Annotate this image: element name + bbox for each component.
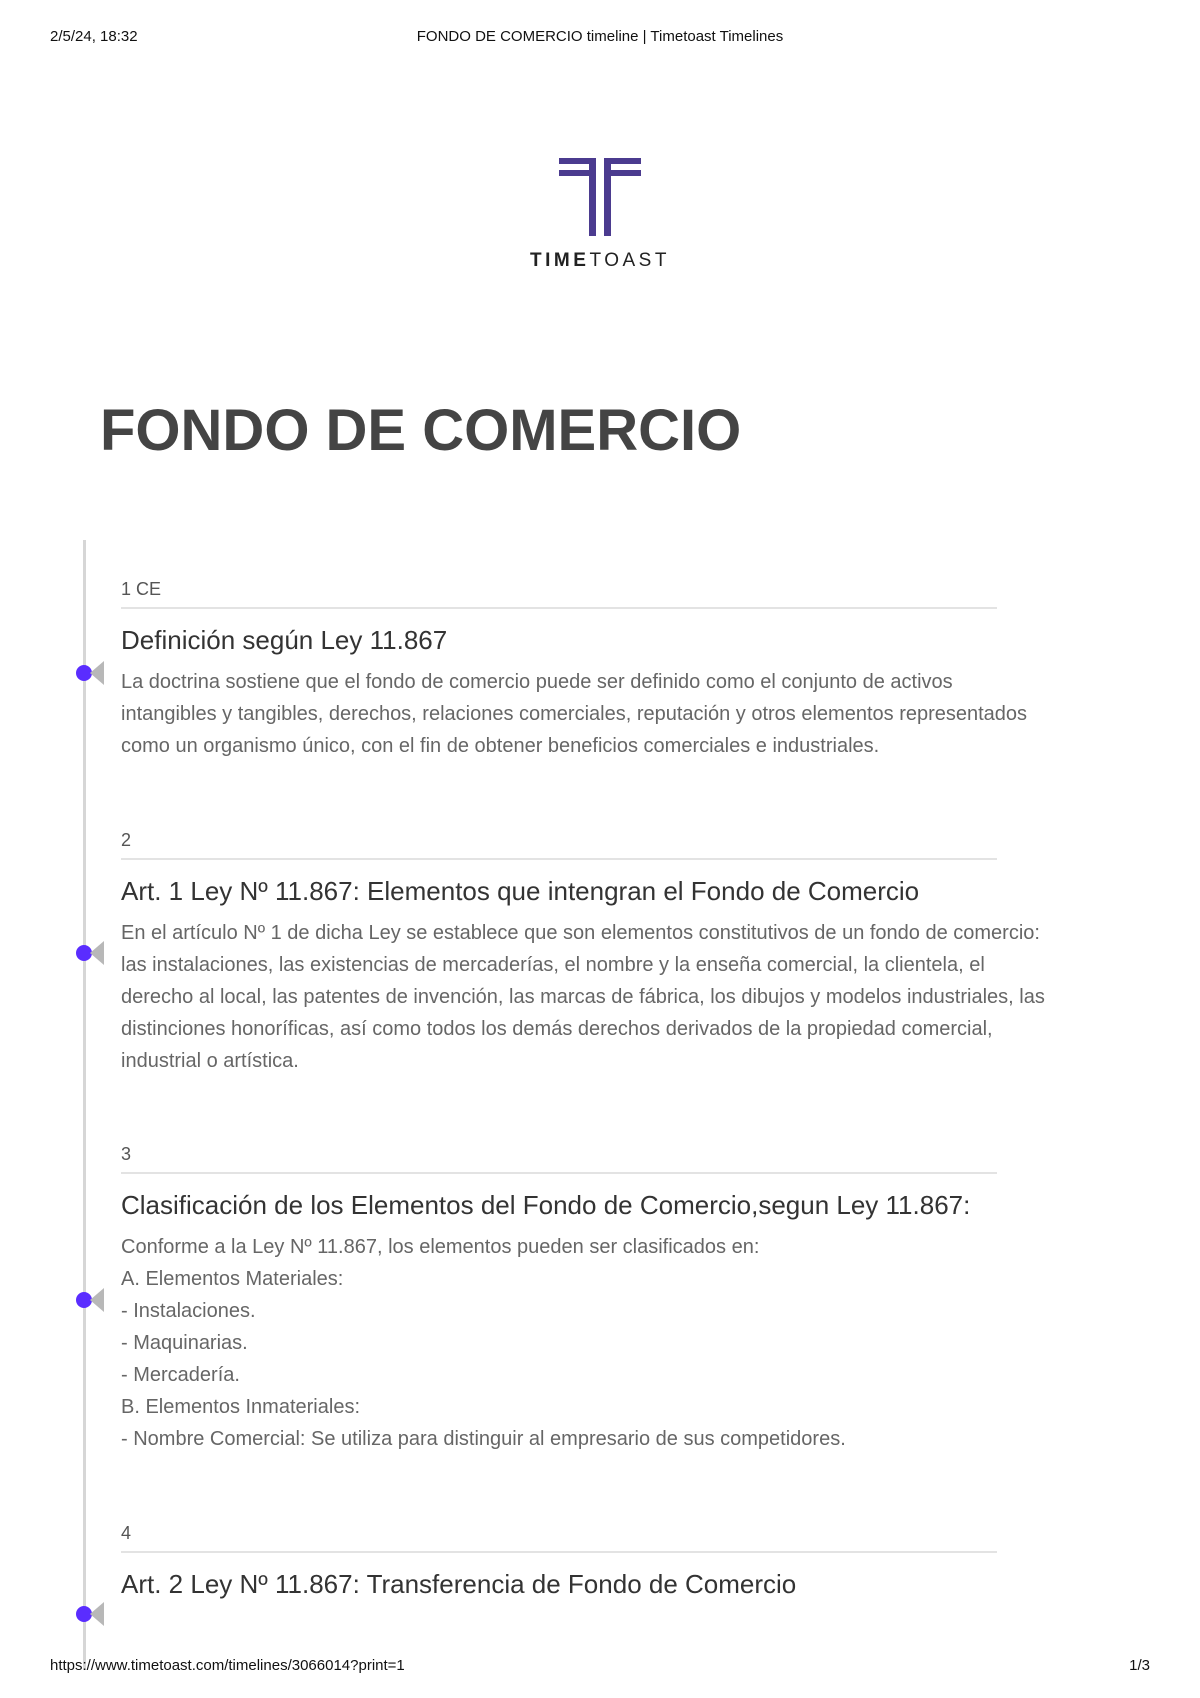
timetoast-wordmark xyxy=(0,250,1200,272)
print-date: 2/5/24, 18:32 xyxy=(50,28,138,45)
print-footer xyxy=(50,1657,1150,1677)
description-line: En el artículo Nº 1 de dicha Ley se establece que son elementos constitutivos de un fondo de comercio: xyxy=(121,922,1040,945)
event-marker-3 xyxy=(76,1287,108,1313)
marker-arrow-icon xyxy=(90,1288,104,1312)
print-url: https://www.timetoast.com/timelines/3066014?print=1 xyxy=(50,1657,405,1674)
event-divider xyxy=(121,1551,997,1553)
event-date: 1 CE xyxy=(121,579,162,599)
wordmark-light: TOAST xyxy=(589,250,670,271)
description-line: derecho al local, las patentes de invención, las marcas de fábrica, los dibujos y modelos industriales, las xyxy=(121,986,1045,1009)
description-line: La doctrina sostiene que el fondo de comercio puede ser definido como el conjunto de activos xyxy=(121,671,953,694)
event-date: 4 xyxy=(121,1523,132,1543)
description-line: Conforme a la Ley Nº 11.867, los elementos pueden ser clasificados en: xyxy=(121,1236,760,1259)
marker-arrow-icon xyxy=(90,941,104,965)
marker-arrow-icon xyxy=(90,661,104,685)
timeline-line xyxy=(83,540,86,1670)
event-title: Art. 1 Ley Nº 11.867: Elementos que intengran el Fondo de Comercio xyxy=(121,876,920,906)
event-description xyxy=(121,917,1111,1077)
event-date: 3 xyxy=(121,1144,132,1164)
description-line: - Mercadería. xyxy=(121,1364,240,1387)
description-line: como un organismo único, con el fin de obtener beneficios comerciales e industriales. xyxy=(121,735,880,758)
page-number: 1/3 xyxy=(1129,1657,1150,1674)
event-title: Definición según Ley 11.867 xyxy=(121,625,448,655)
description-line: intangibles y tangibles, derechos, relaciones comerciales, reputación y otros elementos representados xyxy=(121,703,1028,726)
description-line: A. Elementos Materiales: xyxy=(121,1268,344,1291)
timetoast-logo-icon xyxy=(559,158,641,236)
event-date: 2 xyxy=(121,830,132,850)
event-title: Art. 2 Ley Nº 11.867: Transferencia de Fondo de Comercio xyxy=(121,1569,797,1599)
timetoast-logo[interactable] xyxy=(0,158,1200,272)
print-document-title: FONDO DE COMERCIO timeline | Timetoast Timelines xyxy=(416,28,784,45)
event-divider xyxy=(121,607,997,609)
event-description xyxy=(121,666,1111,762)
event-divider xyxy=(121,1172,997,1174)
event-divider xyxy=(121,858,997,860)
event-description xyxy=(121,1231,1111,1455)
timeline-event-4 xyxy=(121,1524,1111,1600)
event-marker-2 xyxy=(76,940,108,966)
wordmark-bold: TIME xyxy=(530,250,590,271)
marker-arrow-icon xyxy=(90,1602,104,1626)
description-line: - Instalaciones. xyxy=(121,1300,256,1323)
description-line: las instalaciones, las existencias de mercaderías, el nombre y la enseña comercial, la clientela, el xyxy=(121,954,985,977)
description-line: - Nombre Comercial: Se utiliza para distinguir al empresario de sus competidores. xyxy=(121,1428,846,1451)
description-line: industrial o artística. xyxy=(121,1050,299,1073)
event-marker-1 xyxy=(76,660,108,686)
timeline-event-1 xyxy=(121,580,1111,762)
description-line: - Maquinarias. xyxy=(121,1332,248,1355)
description-line: B. Elementos Inmateriales: xyxy=(121,1396,360,1419)
description-line: distinciones honoríficas, así como todos los demás derechos derivados de la propiedad comercial, xyxy=(121,1018,993,1041)
event-title: Clasificación de los Elementos del Fondo de Comercio,segun Ley 11.867: xyxy=(121,1190,971,1220)
timeline-event-2 xyxy=(121,831,1111,1077)
print-header xyxy=(50,28,1150,48)
page-title: FONDO DE COMERCIO xyxy=(100,398,742,463)
timeline-event-3 xyxy=(121,1145,1111,1455)
event-marker-4 xyxy=(76,1601,108,1627)
